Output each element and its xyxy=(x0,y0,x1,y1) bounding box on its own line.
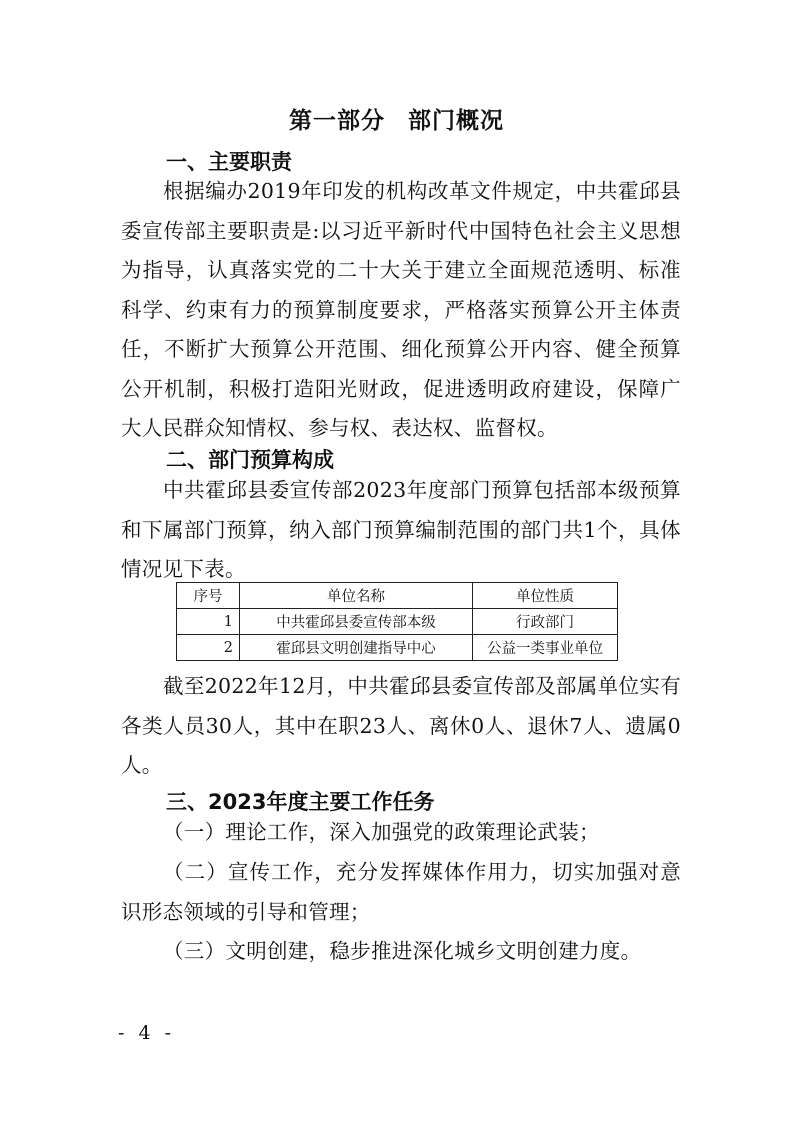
duties-paragraph: 根据编办2019年印发的机构改革文件规定，中共霍邱县委宣传部主要职责是:以习近平新时代中国特色社会主义思想为指导，认真落实党的二十大关于建立全面规范透明、标准科学、约束有力的预算制度要求，严格落实预算公开主体责任，不断扩大预算公开范围、细化预算公开内容、健全预算公开机制，积极打造阳光财政，促进透明政府建设，保障广大人民群众知情权、参与权、表达权、监督权。 xyxy=(121,179,681,440)
table-header-unit-name: 单位名称 xyxy=(240,583,473,609)
table-header-row xyxy=(177,583,618,609)
table-cell-unit-type: 行政部门 xyxy=(473,609,618,635)
table-cell-index: 2 xyxy=(177,635,240,661)
task-item: （三）文明创建，稳步推进深化城乡文明创建力度。 xyxy=(163,939,642,963)
table-row xyxy=(177,609,618,635)
section-heading-tasks: 三、2023年度主要工作任务 xyxy=(166,790,435,814)
table-row xyxy=(177,635,618,661)
units-table xyxy=(176,582,618,661)
task-item: （一）理论工作，深入加强党的政策理论武装； xyxy=(163,820,600,844)
page-number: - 4 - xyxy=(118,1022,176,1044)
table-cell-unit-type: 公益一类事业单位 xyxy=(473,635,618,661)
section-heading-duties: 一、主要职责 xyxy=(166,150,292,174)
budget-structure-paragraph: 中共霍邱县委宣传部2023年度部门预算包括部本级预算和下属部门预算，纳入部门预算编制范围的部门共1个，具体情况见下表。 xyxy=(121,478,681,581)
section-heading-budget-structure: 二、部门预算构成 xyxy=(166,448,334,472)
table-header-index: 序号 xyxy=(177,583,240,609)
table-cell-unit-name: 霍邱县文明创建指导中心 xyxy=(240,635,473,661)
table-cell-unit-name: 中共霍邱县委宣传部本级 xyxy=(240,609,473,635)
staff-paragraph: 截至2022年12月，中共霍邱县委宣传部及部属单位实有各类人员30人，其中在职23人、离休0人、退休7人、遗属0人。 xyxy=(121,674,681,777)
table-header-unit-type: 单位性质 xyxy=(473,583,618,609)
page-title: 第一部分 部门概况 xyxy=(288,108,504,134)
table-cell-index: 1 xyxy=(177,609,240,635)
task-item: （二）宣传工作，充分发挥媒体作用力，切实加强对意识形态领域的引导和管理； xyxy=(121,860,681,924)
